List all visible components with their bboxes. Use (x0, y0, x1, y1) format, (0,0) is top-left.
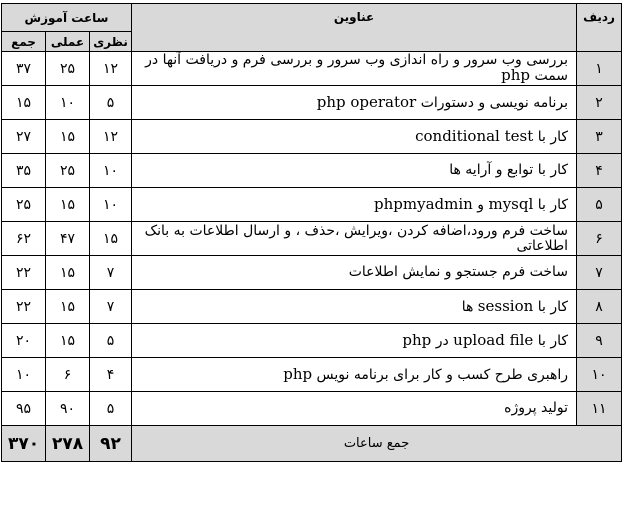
practical-hours: ۱۵ (46, 256, 90, 290)
table-row (2, 392, 622, 426)
table-row (2, 290, 622, 324)
row-number: ۵ (577, 188, 622, 222)
theory-hours: ۵ (90, 86, 132, 120)
totals-label: جمع ساعات (132, 426, 622, 462)
practical-hours: ۱۵ (46, 188, 90, 222)
training-hours-header: ساعت آموزش (2, 4, 132, 32)
row-number: ۳ (577, 120, 622, 154)
total-header: جمع (2, 32, 46, 52)
table-row (2, 324, 622, 358)
total-hours: ۲۷ (2, 120, 46, 154)
titles-header: عناوین (132, 4, 577, 52)
course-title (132, 52, 577, 86)
row-number: ۱ (577, 52, 622, 86)
practical-hours: ۱۰ (46, 86, 90, 120)
total-hours: ۲۵ (2, 188, 46, 222)
grand-total-hours: ۳۷۰ (2, 426, 46, 462)
course-title-text: ها (461, 298, 474, 315)
course-title (132, 120, 577, 154)
theory-hours: ۴ (90, 358, 132, 392)
course-title (132, 290, 577, 324)
course-title (132, 154, 577, 188)
row-number: ۲ (577, 86, 622, 120)
course-title-text: کار با (537, 196, 569, 213)
course-title-text: کار با توابع و آرایه ها (449, 162, 569, 178)
total-hours: ۱۵ (2, 86, 46, 120)
total-hours: ۲۰ (2, 324, 46, 358)
course-title-latin: php (402, 330, 432, 349)
practical-hours: ۴۷ (46, 222, 90, 256)
practical-hours: ۶ (46, 358, 90, 392)
course-title-latin: php (283, 364, 313, 383)
theory-hours: ۷ (90, 290, 132, 324)
course-title-text: تولید پروژه (504, 400, 569, 416)
theory-hours: ۱۰ (90, 188, 132, 222)
course-title-latin: conditional test (415, 126, 534, 145)
row-number: ۸ (577, 290, 622, 324)
total-hours: ۶۲ (2, 222, 46, 256)
theory-header: نظری (90, 32, 132, 52)
course-title-text: کار با (537, 298, 569, 315)
table-row (2, 154, 622, 188)
table-row (2, 188, 622, 222)
total-practical-hours: ۲۷۸ (46, 426, 90, 462)
course-title-text: در (435, 332, 449, 349)
course-title-text: ساخت فرم ورود،اضافه کردن ،ویرایش ،حذف ، و ارسال اطلاعات به بانک اطلاعاتی (144, 222, 569, 254)
course-title (132, 324, 577, 358)
course-title-text: کار با (537, 332, 569, 349)
total-hours: ۱۰ (2, 358, 46, 392)
row-number: ۴ (577, 154, 622, 188)
course-title (132, 86, 577, 120)
theory-hours: ۷ (90, 256, 132, 290)
theory-hours: ۱۲ (90, 52, 132, 86)
course-title (132, 188, 577, 222)
table-row (2, 120, 622, 154)
course-hours-table (1, 3, 622, 462)
course-title (132, 392, 577, 426)
course-title-text: بررسی وب سرور و راه اندازی وب سرور و بررسی فرم و دریافت آنها در سمت (145, 52, 569, 84)
practical-hours: ۲۵ (46, 52, 90, 86)
total-hours: ۳۷ (2, 52, 46, 86)
row-number: ۹ (577, 324, 622, 358)
course-title-latin: phpmyadmin (374, 194, 473, 213)
table-row (2, 256, 622, 290)
course-title (132, 222, 577, 256)
practical-hours: ۱۵ (46, 324, 90, 358)
course-title-text: و (477, 196, 485, 213)
theory-hours: ۱۲ (90, 120, 132, 154)
practical-hours: ۱۵ (46, 120, 90, 154)
practical-hours: ۱۵ (46, 290, 90, 324)
table-row (2, 222, 622, 256)
course-title (132, 358, 577, 392)
practical-header: عملی (46, 32, 90, 52)
course-title (132, 256, 577, 290)
theory-hours: ۵ (90, 392, 132, 426)
table-row (2, 86, 622, 120)
totals-row (2, 426, 622, 462)
course-title-latin: php (501, 66, 530, 84)
row-number: ۷ (577, 256, 622, 290)
table-row (2, 358, 622, 392)
practical-hours: ۲۵ (46, 154, 90, 188)
row-number: ۱۱ (577, 392, 622, 426)
theory-hours: ۵ (90, 324, 132, 358)
total-hours: ۳۵ (2, 154, 46, 188)
total-hours: ۹۵ (2, 392, 46, 426)
course-title-text: ساخت فرم جستجو و نمایش اطلاعات (348, 264, 569, 280)
total-theory-hours: ۹۲ (90, 426, 132, 462)
theory-hours: ۱۰ (90, 154, 132, 188)
course-title-latin: mysql (488, 194, 534, 213)
total-hours: ۲۲ (2, 256, 46, 290)
course-title-latin: session (477, 296, 534, 315)
practical-hours: ۹۰ (46, 392, 90, 426)
course-title-text: برنامه نویسی و دستورات (420, 94, 569, 111)
row-number: ۱۰ (577, 358, 622, 392)
course-title-text: کار با (537, 128, 569, 145)
row-number: ۶ (577, 222, 622, 256)
course-title-text: راهبری طرح کسب و کار برای برنامه نویس (316, 366, 569, 383)
course-title-latin: php operator (316, 92, 417, 111)
row-number-header: ردیف (577, 4, 622, 52)
table-row (2, 52, 622, 86)
total-hours: ۲۲ (2, 290, 46, 324)
theory-hours: ۱۵ (90, 222, 132, 256)
course-title-latin: upload file (453, 330, 534, 349)
